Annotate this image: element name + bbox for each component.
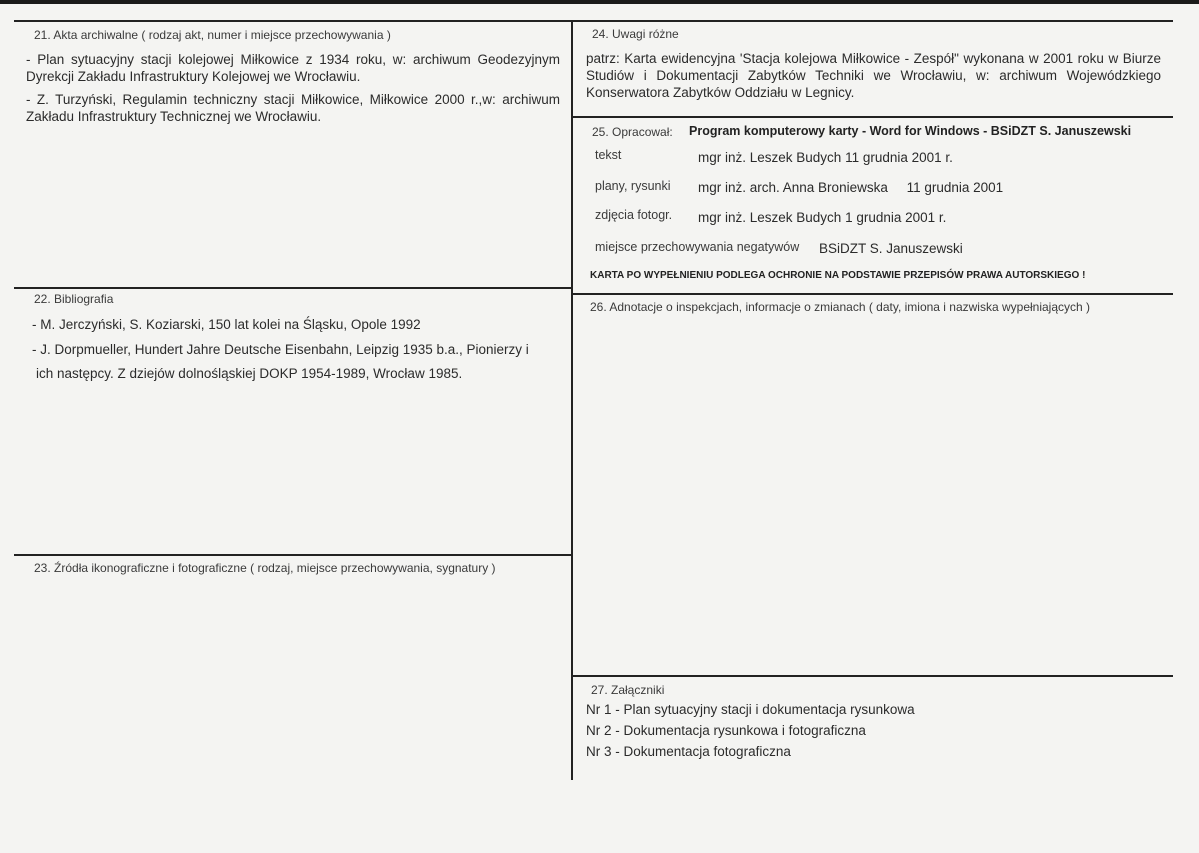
section-27-item-1: Nr 1 - Plan sytuacyjny stacji i dokumentacja rysunkowa	[586, 702, 915, 717]
section-27-item-2: Nr 2 - Dokumentacja rysunkowa i fotograficzna	[586, 723, 866, 738]
divider-left-21-22	[14, 287, 571, 289]
top-edge-bar	[0, 0, 1199, 4]
section-24-title: 24. Uwagi różne	[592, 27, 679, 41]
section-25-row-1-value: mgr inż. Leszek Budych 11 grudnia 2001 r.	[698, 150, 953, 165]
divider-center	[571, 20, 573, 780]
section-25-storage-label: miejsce przechowywania negatywów	[595, 240, 800, 254]
section-23-title: 23. Źródła ikonograficzne i fotograficzne ( rodzaj, miejsce przechowywania, sygnatury )	[34, 561, 496, 575]
section-25-row-3-label: zdjęcia fotogr.	[595, 208, 673, 222]
divider-right-26-27	[573, 675, 1173, 677]
copyright-warning: KARTA PO WYPEŁNIENIU PODLEGA OCHRONIE NA PODSTAWIE PRZEPISÓW PRAWA AUTORSKIEGO !	[590, 270, 1086, 281]
section-25-row-1-label: tekst	[595, 148, 622, 162]
section-25-row-2-value: mgr inż. arch. Anna Broniewska 11 grudnia 2001	[698, 180, 1004, 195]
section-26-title: 26. Adnotacje o inspekcjach, informacje o zmianach ( daty, imiona i nazwiska wypełniających )	[590, 300, 1091, 314]
section-21-title: 21. Akta archiwalne ( rodzaj akt, numer i miejsce przechowywania )	[34, 28, 391, 42]
section-27-item-3: Nr 3 - Dokumentacja fotograficzna	[586, 744, 791, 759]
section-22-item-3: ich następcy. Z dziejów dolnośląskiej DOKP 1954-1989, Wrocław 1985.	[36, 366, 463, 381]
section-22-title: 22. Bibliografia	[34, 292, 114, 306]
section-22-item-1: - M. Jerczyński, S. Koziarski, 150 lat kolei na Śląsku, Opole 1992	[32, 317, 421, 332]
section-24-text: patrz: Karta ewidencyjna 'Stacja kolejowa Miłkowice - Zespół" wykonana w 2001 roku w Biurze Studiów i Dokumentacji Zabytków Techniki we Wrocławiu, w: archiwum Wojewódzkiego Konserwatora Zabytków Oddziału w Legnicy.	[586, 51, 1161, 100]
divider-right-25-26	[573, 293, 1173, 295]
section-21-item-2: - Z. Turzyński, Regulamin techniczny stacji Miłkowice, Miłkowice 2000 r.,w: archiwum Zakładu Infrastruktury Technicznej we Wrocławiu.	[26, 92, 560, 124]
section-25-program: Program komputerowy karty - Word for Windows - BSiDZT S. Januszewski	[689, 124, 1132, 138]
divider-right-24-25	[573, 116, 1173, 118]
divider-left-22-23	[14, 554, 571, 556]
section-25-storage-value: BSiDZT S. Januszewski	[819, 241, 963, 256]
divider-top	[14, 20, 1173, 22]
section-27-title: 27. Załączniki	[591, 683, 665, 697]
section-21-item-1: - Plan sytuacyjny stacji kolejowej Miłkowice z 1934 roku, w: archiwum Geodezyjnym Dyrekcji Zakładu Infrastruktury Kolejowej we Wrocławiu.	[26, 52, 560, 84]
section-25-row-3-value: mgr inż. Leszek Budych 1 grudnia 2001 r.	[698, 210, 947, 225]
section-25-row-2-label: plany, rysunki	[595, 179, 671, 193]
section-25-label: 25. Opracował:	[592, 125, 673, 139]
section-22-item-2: - J. Dorpmueller, Hundert Jahre Deutsche Eisenbahn, Leipzig 1935 b.a., Pionierzy i	[32, 342, 529, 357]
